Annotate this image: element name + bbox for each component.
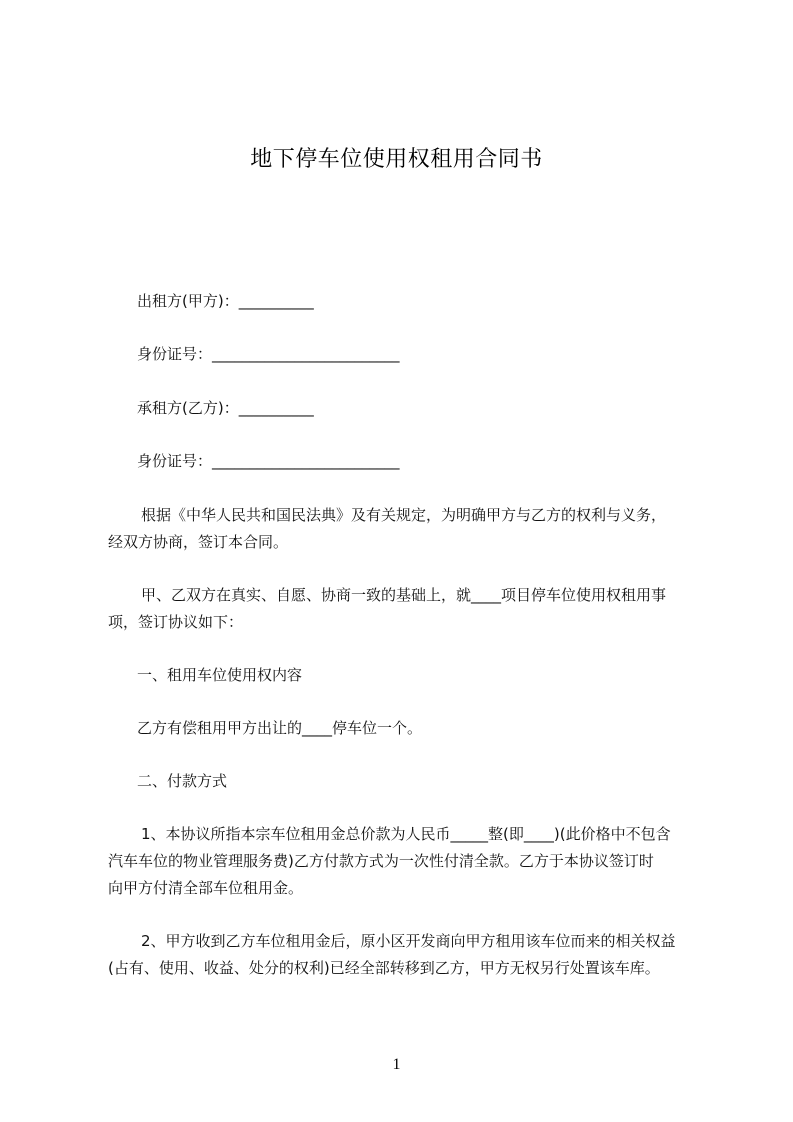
section-2-heading: 二、付款方式 [137,772,228,790]
clause-2-line-1: 2、甲方收到乙方车位租用金后，原小区开发商向甲方租用该车位而来的相关权益 [141,932,676,950]
clause-1-line-3: 向甲方付清全部车位租用金。 [108,879,304,897]
section-1-heading: 一、租用车位使用权内容 [137,666,303,684]
agreement-paragraph-line-1: 甲、乙双方在真实、自愿、协商一致的基础上，就____项目停车位使用权租用事 [141,586,667,604]
clause-2-line-2: (占有、使用、收益、处分的权利)已经全部转移到乙方，甲方无权另行处置该车库。 [108,959,660,977]
id-number-line-2: 身份证号：_________________________ [137,452,400,470]
clause-1-line-2: 汽车车位的物业管理服务费)乙方付款方式为一次性付清全款。乙方于本协议签订时 [108,852,654,870]
clause-1-line-1: 1、本协议所指本宗车位租用金总价款为人民币_____整(即____)(此价格中不包含 [141,825,671,843]
page-number: 1 [392,1056,401,1073]
agreement-paragraph-line-2: 项，签订协议如下： [108,613,244,631]
lessee-line: 承租方(乙方)：__________ [137,399,314,417]
document-title: 地下停车位使用权租用合同书 [250,147,543,172]
lessor-line: 出租方(甲方)：__________ [137,292,314,310]
basis-paragraph-line-1: 根据《中华人民共和国民法典》及有关规定，为明确甲方与乙方的权利与义务， [141,506,667,524]
section-1-text: 乙方有偿租用甲方出让的____停车位一个。 [137,719,423,737]
basis-paragraph-line-2: 经双方协商，签订本合同。 [108,533,289,551]
id-number-line-1: 身份证号：_________________________ [137,345,400,363]
